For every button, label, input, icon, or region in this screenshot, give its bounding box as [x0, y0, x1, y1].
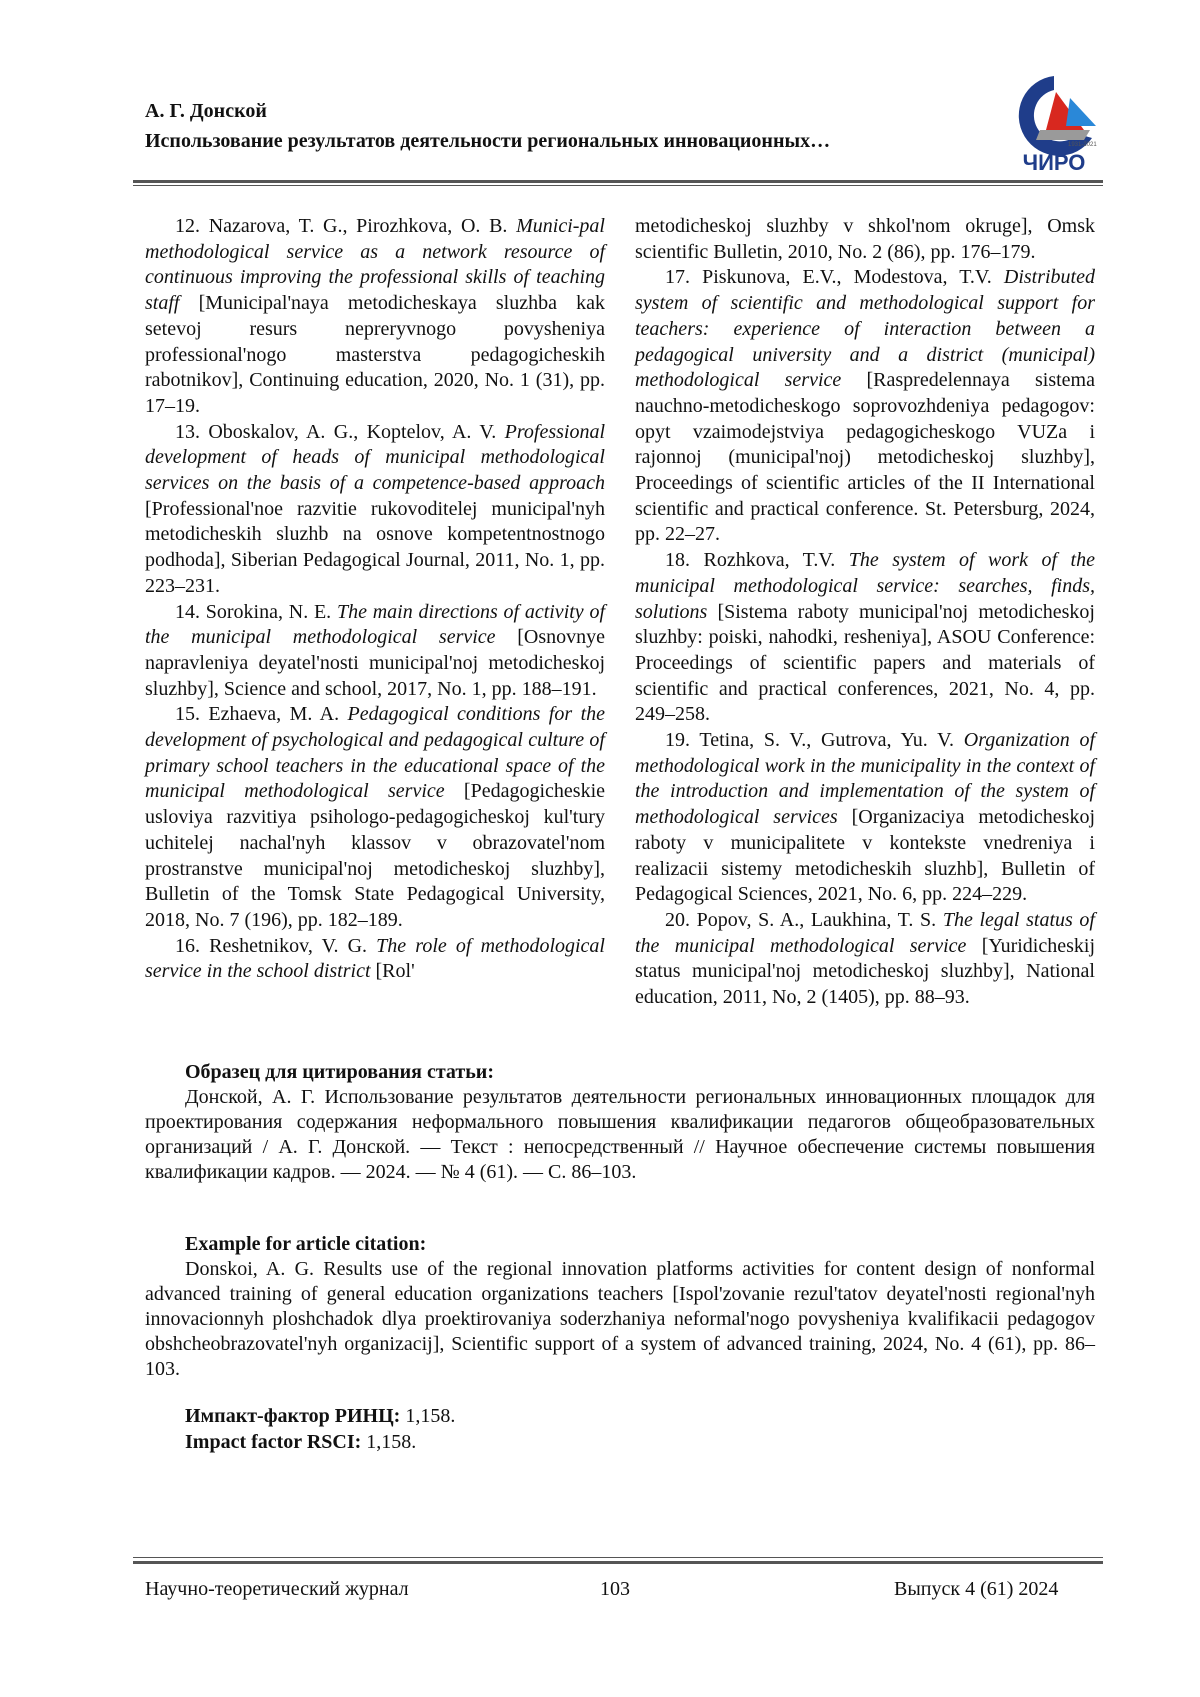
references-right-column: [635, 214, 1095, 1011]
chiro-logo: [1000, 68, 1108, 176]
logo-small-text: 1931-2021: [1068, 142, 1097, 148]
footer-issue: Выпуск 4 (61) 2024: [894, 1578, 1059, 1600]
impact-en: [185, 1429, 416, 1455]
logo-text: ЧИРО: [1022, 150, 1086, 175]
impact-ru: [185, 1403, 455, 1429]
citation-en-text: Donskoi, A. G. Results use of the regional innovation platforms activities for content design of nonformal advanced training of general education organizations teachers [Ispol'zovanie rezul'tatov deyatel'nosti regional'nyh innovacionnyh ploshchadok dlya proektirovaniya soderzhaniya neformal'nogo povysheniya kvalifikacii pedagogov obshcheobrazovatel'nyh organizacij], Scientific support of a system of advanced training, 2024, No. 4 (61), pp. 86–103.: [145, 1258, 1095, 1380]
citation-ru-text: Донской, А. Г. Использование результатов деятельности региональных инновационных площадок для проектирования содержания неформального повышения квалификации педагогов общеобразовательных организаций / А. Г. Донской. — Текст : непосредственный // Научное обеспечение системы повышения квалификации кадров. — 2024. — № 4 (61). — С. 86–103.: [145, 1086, 1095, 1183]
footer-rule-thick: [133, 1561, 1103, 1564]
impact-ru-value: 1,158.: [400, 1405, 456, 1427]
article-author: А. Г. Донской: [145, 100, 267, 122]
reference-item: 18. Rozhkova, T.V. The system of work of the municipal methodological service: searches, finds, solutions [Sistema raboty municipal'noj metodicheskoj sluzhby: poiski, nahodki, resheniya], ASOU Conference: Proceedings of scientific papers and materials of scientific and practical conferences, 2021, No. 4, pp. 249–258.: [635, 549, 1095, 726]
logo-blue-triangle: [1066, 98, 1096, 126]
references-left-column: [145, 214, 605, 1011]
header-rule-thin: [133, 185, 1103, 186]
citation-ru-block: [145, 1060, 1095, 1185]
reference-item: 12. Nazarova, T. G., Pirozhkova, O. B. Munici-pal methodological service as a network resource of continuous improving the professional skills of teaching staff [Municipal'naya metodicheskaya sluzhba kak setevoj resurs nepreryvnogo povysheniya professional'nogo masterstva pedagogicheskih rabotnikov], Continuing education, 2020, No. 1 (31), pp. 17–19.: [145, 215, 605, 417]
impact-en-value: 1,158.: [361, 1431, 417, 1453]
footer-page-number: 103: [600, 1578, 630, 1600]
citation-en-heading: Example for article citation:: [185, 1233, 427, 1255]
article-running-title: Использование результатов деятельности региональных инновационных…: [145, 130, 831, 152]
references-section: [145, 214, 1095, 1011]
header-rule-thick: [133, 180, 1103, 183]
impact-ru-label: Импакт-фактор РИНЦ:: [185, 1405, 401, 1427]
reference-item: 14. Sorokina, N. E. The main directions of activity of the municipal methodological service [Osnovnye napravleniya deyatel'nosti municipal'noj metodicheskoj sluzhby], Science and school, 2017, No. 1, pp. 188–191.: [145, 600, 605, 700]
reference-item: 19. Tetina, S. V., Gutrova, Yu. V. Organization of methodological work in the municipality in the context of the introduction and implementation of the system of methodological services [Organizaciya metodicheskoj raboty v municipalitete v kontekste vnedreniya i realizacii sistemy metodicheskih sluzhb], Bulletin of Pedagogical Sciences, 2021, No. 6, pp. 224–229.: [635, 729, 1095, 906]
citation-en-block: [145, 1232, 1095, 1382]
reference-item: 16. Reshetnikov, V. G. The role of methodological service in the school district [Rol': [145, 934, 605, 983]
reference-item: 20. Popov, S. A., Laukhina, T. S. The legal status of the municipal methodological service [Yuridicheskij status municipal'noj metodicheskoj sluzhby], National education, 2011, No, 2 (1405), pp. 88–93.: [635, 908, 1096, 1009]
reference-item: 15. Ezhaeva, M. A. Pedagogical conditions for the development of psychological and pedagogical culture of primary school teachers in the educational space of the municipal methodological service [Pedagogicheskie usloviya razvitiya psihologo-pedagogicheskoj kul'tury uchitelej nachal'nyh klassov v obrazovatel'nom prostranstve municipal'noj metodicheskoj sluzhby], Bulletin of the Tomsk State Pedagogical University, 2018, No. 7 (196), pp. 182–189.: [145, 703, 605, 931]
footer-rule-thin: [133, 1557, 1103, 1558]
reference-item: 13. Oboskalov, A. G., Koptelov, A. V. Professional development of heads of municipal methodological services on the basis of a competence-based approach [Professional'noe razvitie rukovoditelej municipal'nyh metodicheskih sluzhb na osnove kompetentnostnogo podhoda], Siberian Pedagogical Journal, 2011, No. 1, pp. 223–231.: [145, 420, 605, 597]
reference-item-continued: metodicheskoj sluzhby v shkol'nom okruge], Omsk scientific Bulletin, 2010, No. 2 (86), pp. 176–179.: [635, 215, 1095, 263]
logo-gray-wedge: [1036, 130, 1090, 140]
citation-ru-heading: Образец для цитирования статьи:: [185, 1061, 494, 1083]
impact-en-label: Impact factor RSCI:: [185, 1431, 362, 1453]
reference-item: 17. Piskunova, E.V., Modestova, T.V. Distributed system of scientific and methodological support for teachers: experience of interaction between a pedagogical university and a district (municipal) methodological service [Raspredelennaya sistema nauchno-metodicheskogo soprovozhdeniya pedagogov: opyt vzaimodejstviya pedagogicheskogo VUZa i rajonnoj (municipal'noj) metodicheskoj sluzhby], Proceedings of scientific articles of the II International scientific and practical conference. St. Petersburg, 2024, pp. 22–27.: [635, 266, 1095, 546]
footer-journal: Научно-теоретический журнал: [145, 1578, 409, 1600]
